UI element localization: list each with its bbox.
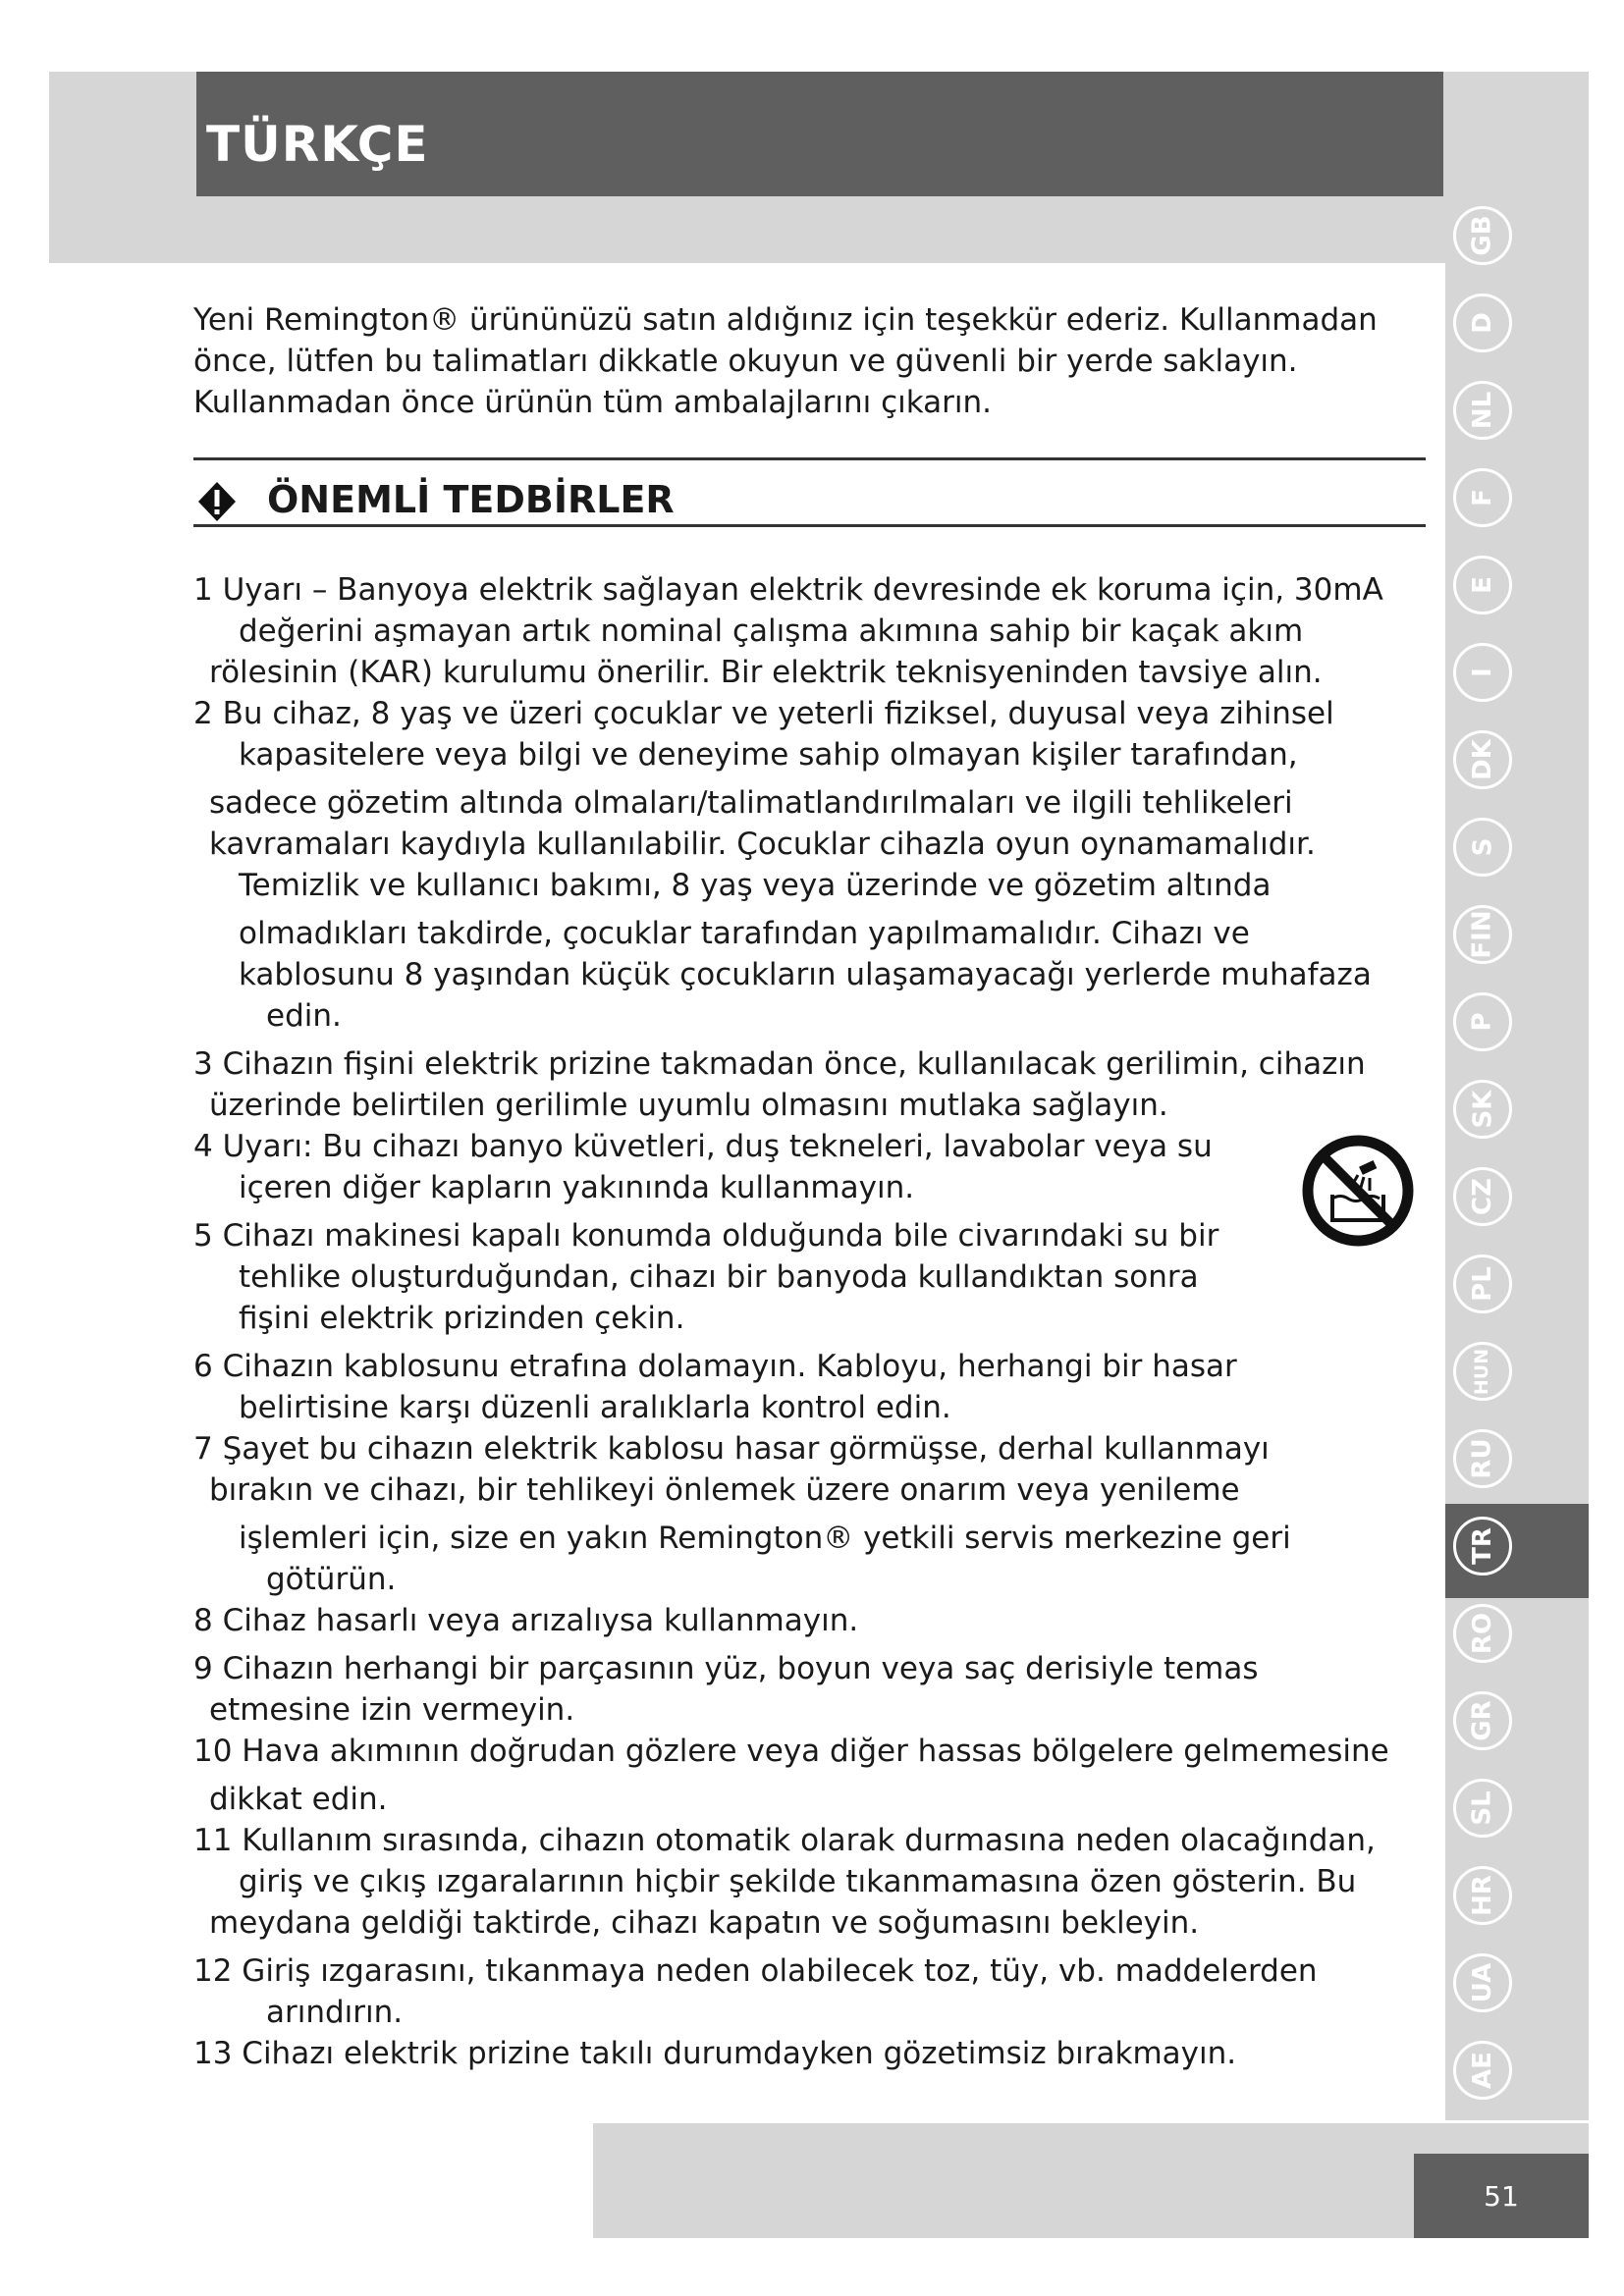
language-tab-label: D bbox=[1468, 312, 1497, 334]
section-heading: ÖNEMLİ TEDBİRLER bbox=[267, 478, 675, 521]
list-line: 11 Kullanım sırasında, cihazın otomatik olarak durmasına neden olacağından, bbox=[193, 1823, 1376, 1858]
list-line: edin. bbox=[266, 998, 342, 1034]
no-water-bath-icon bbox=[1301, 1134, 1415, 1248]
language-tab-label: UA bbox=[1468, 1962, 1497, 2003]
heading-top-rule bbox=[193, 457, 1426, 460]
list-line: kablosunu 8 yaşından küçük çocukların ulaşamayacağı yerlerde muhafaza bbox=[239, 957, 1372, 992]
language-tab-d[interactable] bbox=[1448, 289, 1517, 357]
list-line: kapasitelere veya bilgi ve deneyime sahip olmayan kişiler tarafından, bbox=[239, 737, 1298, 773]
page-number: 51 bbox=[1484, 2179, 1519, 2213]
language-tab-f[interactable] bbox=[1448, 463, 1517, 532]
language-tab-label: FIN bbox=[1467, 910, 1497, 959]
language-tab-label: NL bbox=[1467, 391, 1497, 430]
intro-paragraph bbox=[193, 299, 1431, 423]
language-tab-ru[interactable] bbox=[1448, 1424, 1517, 1493]
list-line: işlemleri için, size en yakın Remington® yetkili servis merkezine geri bbox=[239, 1521, 1291, 1556]
list-line: dikkat edin. bbox=[209, 1782, 388, 1817]
list-line: belirtisine karşı düzenli aralıklarla kontrol edin. bbox=[239, 1390, 951, 1425]
language-tab-gb[interactable] bbox=[1448, 201, 1517, 270]
list-line: 9 Cihazın herhangi bir parçasının yüz, boyun veya saç derisiyle temas bbox=[193, 1651, 1259, 1686]
list-line: 7 Şayet bu cihazın elektrik kablosu hasar görmüşse, derhal kullanmayı bbox=[193, 1431, 1270, 1467]
list-line: rölesinin (KAR) kurulumu önerilir. Bir elektrik teknisyeninden tavsiye alın. bbox=[209, 655, 1323, 690]
list-line: etmesine izin vermeyin. bbox=[209, 1692, 575, 1728]
language-tab-gr[interactable] bbox=[1448, 1686, 1517, 1755]
list-line: götürün. bbox=[266, 1562, 397, 1597]
language-tab-tr[interactable] bbox=[1448, 1512, 1517, 1580]
language-tab-label: S bbox=[1467, 837, 1497, 857]
list-line: tehlike oluşturduğundan, cihazı bir banyoda kullandıktan sonra bbox=[239, 1259, 1199, 1295]
language-tab-label: P bbox=[1468, 1012, 1497, 1032]
language-tab-label: SK bbox=[1468, 1090, 1497, 1129]
language-tab-label: GB bbox=[1467, 215, 1497, 256]
language-tab-label: TR bbox=[1467, 1527, 1497, 1565]
list-line: 12 Giriş ızgarasını, tıkanmaya neden olabilecek toz, tüy, vb. maddelerden bbox=[193, 1953, 1318, 1989]
list-line: giriş ve çıkış ızgaralarının hiçbir şekilde tıkanmamasına özen gösterin. Bu bbox=[239, 1864, 1357, 1899]
list-line: fişini elektrik prizinden çekin. bbox=[239, 1301, 685, 1336]
language-tab-cz[interactable] bbox=[1448, 1162, 1517, 1231]
language-tab-e[interactable] bbox=[1448, 551, 1517, 619]
language-tab-sk[interactable] bbox=[1448, 1075, 1517, 1144]
language-tab-label: HR bbox=[1468, 1875, 1497, 1916]
language-tab-label: DK bbox=[1467, 739, 1497, 780]
page-title: TÜRKÇE bbox=[206, 116, 429, 173]
list-line: 4 Uyarı: Bu cihazı banyo küvetleri, duş tekneleri, lavabolar veya su bbox=[193, 1129, 1213, 1164]
list-line: bırakın ve cihazı, bir tehlikeyi önlemek üzere onarım veya yenileme bbox=[209, 1472, 1240, 1508]
language-tab-label: RO bbox=[1468, 1612, 1497, 1655]
language-tab-label: PL bbox=[1468, 1266, 1497, 1302]
list-line: 6 Cihazın kablosunu etrafına dolamayın. Kabloyu, herhangi bir hasar bbox=[193, 1349, 1237, 1384]
list-line: 1 Uyarı – Banyoya elektrik sağlayan elektrik devresinde ek koruma için, 30mA bbox=[193, 572, 1383, 608]
language-tab-nl[interactable] bbox=[1448, 376, 1517, 445]
language-tab-sl[interactable] bbox=[1448, 1774, 1517, 1842]
language-tab-i[interactable] bbox=[1448, 638, 1517, 707]
language-tab-pl[interactable] bbox=[1448, 1250, 1517, 1318]
language-tab-ro[interactable] bbox=[1448, 1599, 1517, 1668]
language-tab-label: SL bbox=[1467, 1790, 1497, 1826]
intro-line: Yeni Remington® ürününüzü satın aldığınız için teşekkür ederiz. Kullanmadan bbox=[193, 302, 1378, 338]
intro-line: Kullanmadan önce ürünün tüm ambalajlarını çıkarın. bbox=[193, 385, 993, 420]
language-tab-label: AE bbox=[1467, 2052, 1497, 2089]
list-line: arındırın. bbox=[266, 1995, 404, 2030]
list-line: Temizlik ve kullanıcı bakımı, 8 yaş veya üzerinde ve gözetim altında bbox=[239, 868, 1272, 903]
list-line: sadece gözetim altında olmaları/talimatlandırılmaları ve ilgili tehlikeleri bbox=[209, 785, 1293, 821]
language-tab-ua[interactable] bbox=[1448, 1949, 1517, 2017]
list-line: 8 Cihaz hasarlı veya arızalıysa kullanmayın. bbox=[193, 1603, 859, 1638]
list-line: 13 Cihazı elektrik prizine takılı durumdayken gözetimsiz bırakmayın. bbox=[193, 2036, 1237, 2071]
language-tab-p[interactable] bbox=[1448, 988, 1517, 1056]
intro-line: önce, lütfen bu talimatları dikkatle okuyun ve güvenli bir yerde saklayın. bbox=[193, 344, 1298, 379]
list-line: 2 Bu cihaz, 8 yaş ve üzeri çocuklar ve yeterli fiziksel, duyusal veya zihinsel bbox=[193, 696, 1334, 731]
language-tab-hr[interactable] bbox=[1448, 1861, 1517, 1930]
list-line: 5 Cihazı makinesi kapalı konumda olduğunda bile civarındaki su bir bbox=[193, 1218, 1219, 1254]
warning-diamond-icon bbox=[197, 481, 237, 522]
language-tab-ae[interactable] bbox=[1448, 2036, 1517, 2105]
language-tab-label: GR bbox=[1468, 1700, 1497, 1741]
list-line: içeren diğer kapların yakınında kullanmayın. bbox=[239, 1170, 915, 1205]
language-tab-s[interactable] bbox=[1448, 813, 1517, 881]
list-line: meydana geldiği taktirde, cihazı kapatın ve soğumasını bekleyin. bbox=[209, 1905, 1200, 1941]
heading-bottom-rule bbox=[193, 524, 1426, 527]
language-tab-label: RU bbox=[1467, 1438, 1497, 1479]
list-line: kavramaları kaydıyla kullanılabilir. Çocuklar cihazla oyun oynamamalıdır. bbox=[209, 827, 1316, 862]
language-tab-label: F bbox=[1467, 489, 1497, 507]
language-tab-label: HUN bbox=[1471, 1348, 1493, 1395]
language-tab-label: I bbox=[1468, 667, 1497, 677]
language-tab-label: CZ bbox=[1468, 1178, 1497, 1215]
language-tab-label: E bbox=[1467, 576, 1497, 594]
list-line: 10 Hava akımının doğrudan gözlere veya diğer hassas bölgelere gelmemesine bbox=[193, 1734, 1389, 1769]
list-line: olmadıkları takdirde, çocuklar tarafından yapılmamalıdır. Cihazı ve bbox=[239, 916, 1250, 951]
language-tab-hun[interactable] bbox=[1448, 1337, 1517, 1406]
list-line: değerini aşmayan artık nominal çalışma akımına sahip bir kaçak akım bbox=[239, 614, 1304, 649]
language-tab-fin[interactable] bbox=[1448, 900, 1517, 969]
list-line: 3 Cihazın fişini elektrik prizine takmadan önce, kullanılacak gerilimin, cihazın bbox=[193, 1046, 1366, 1082]
list-line: üzerinde belirtilen gerilimle uyumlu olmasını mutlaka sağlayın. bbox=[209, 1088, 1168, 1123]
language-tab-dk[interactable] bbox=[1448, 725, 1517, 794]
